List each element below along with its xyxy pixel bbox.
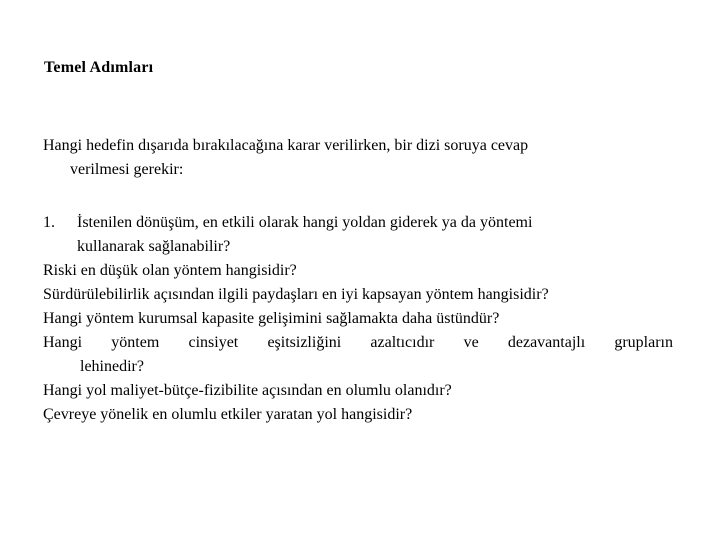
list-item bbox=[43, 211, 673, 259]
list-item bbox=[43, 331, 673, 379]
list-item: Hangi yöntem kurumsal kapasite gelişimini sağlamakta daha üstündür? bbox=[43, 310, 500, 327]
list-item: Hangi yol maliyet-bütçe-fizibilite açısından en olumlu olanıdır? bbox=[43, 382, 452, 399]
intro-line-2: verilmesi gerekir: bbox=[70, 161, 184, 178]
list-item: Sürdürülebilirlik açısından ilgili paydaşları en iyi kapsayan yöntem hangisidir? bbox=[43, 286, 549, 303]
question-list bbox=[43, 211, 673, 427]
list-item-line-2: kullanarak sağlanabilir? bbox=[77, 238, 231, 255]
intro-line-1: Hangi hedefin dışarıda bırakılacağına karar verilirken, bir dizi soruya cevap bbox=[43, 137, 529, 154]
list-item-line-1: İstenilen dönüşüm, en etkili olarak hangi yoldan giderek ya da yöntemi bbox=[77, 214, 533, 231]
intro-paragraph bbox=[43, 134, 673, 182]
list-item-text bbox=[77, 211, 673, 259]
list-item-line-1: Hangi yöntem cinsiyet eşitsizliğini azaltıcıdır ve dezavantajlı grupların bbox=[43, 334, 673, 351]
list-item: Riski en düşük olan yöntem hangisidir? bbox=[43, 262, 297, 279]
list-item-line-2: lehinedir? bbox=[80, 358, 144, 375]
list-item-number: 1. bbox=[43, 214, 55, 231]
slide-title: Temel Adımları bbox=[44, 59, 154, 76]
list-item: Çevreye yönelik en olumlu etkiler yaratan yol hangisidir? bbox=[43, 406, 413, 423]
